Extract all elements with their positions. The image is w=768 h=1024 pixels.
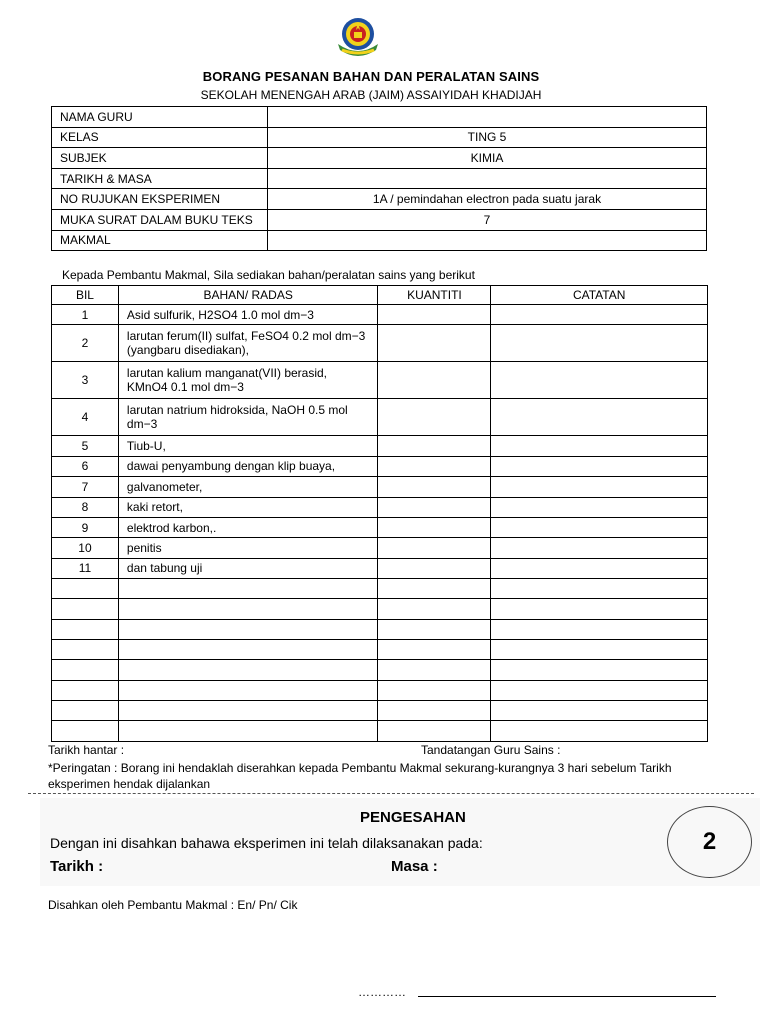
table-row bbox=[52, 436, 708, 456]
tandatangan-label: Tandatangan Guru Sains : bbox=[421, 743, 561, 757]
bahan-cell[interactable] bbox=[118, 599, 378, 619]
peringatan-text: *Peringatan : Borang ini hendaklah diserahkan kepada Pembantu Makmal sekurang-kurangnya 3 hari sebelum Tarikh eksperimen hendak dijalankan bbox=[48, 761, 672, 791]
tarikh-hantar-label: Tarikh hantar : bbox=[48, 743, 125, 757]
table-row-blank bbox=[52, 660, 708, 680]
table-header-row bbox=[52, 286, 708, 305]
table-row bbox=[52, 399, 708, 436]
kuantiti-cell[interactable] bbox=[378, 517, 491, 537]
catatan-cell[interactable] bbox=[491, 497, 708, 517]
bahan-cell: larutan natrium hidroksida, NaOH 0.5 mol dm−3 bbox=[118, 399, 378, 436]
catatan-cell[interactable] bbox=[491, 579, 708, 599]
bil-cell: 2 bbox=[52, 325, 119, 362]
catatan-cell[interactable] bbox=[491, 477, 708, 497]
school-crest-logo bbox=[334, 14, 382, 60]
catatan-cell[interactable] bbox=[491, 456, 708, 476]
disahkan-text: Disahkan oleh Pembantu Makmal : En/ Pn/ Cik bbox=[48, 898, 298, 912]
bil-cell: 11 bbox=[52, 558, 119, 578]
info-value[interactable]: 7 bbox=[268, 209, 707, 230]
kuantiti-cell[interactable] bbox=[378, 325, 491, 362]
kuantiti-cell[interactable] bbox=[378, 619, 491, 639]
table-row-blank bbox=[52, 619, 708, 639]
info-label: SUBJEK bbox=[52, 148, 268, 169]
bahan-cell: larutan ferum(II) sulfat, FeSO4 0.2 mol dm−3 (yangbaru disediakan), bbox=[118, 325, 378, 362]
bil-cell: 8 bbox=[52, 497, 119, 517]
table-row-blank bbox=[52, 680, 708, 700]
bahan-cell[interactable] bbox=[118, 660, 378, 680]
cut-line-divider bbox=[28, 793, 754, 794]
bahan-cell: Tiub-U, bbox=[118, 436, 378, 456]
kuantiti-cell[interactable] bbox=[378, 538, 491, 558]
kuantiti-cell[interactable] bbox=[378, 436, 491, 456]
column-header-bil: BIL bbox=[52, 286, 119, 305]
catatan-cell[interactable] bbox=[491, 660, 708, 680]
pengesahan-text: Dengan ini disahkan bahawa eksperimen ini telah dilaksanakan pada: bbox=[50, 835, 483, 851]
kuantiti-cell[interactable] bbox=[378, 640, 491, 660]
info-value[interactable]: TING 5 bbox=[268, 127, 707, 148]
catatan-cell[interactable] bbox=[491, 558, 708, 578]
catatan-cell[interactable] bbox=[491, 619, 708, 639]
info-label: KELAS bbox=[52, 127, 268, 148]
bil-cell[interactable] bbox=[52, 721, 119, 741]
bahan-cell: elektrod karbon,. bbox=[118, 517, 378, 537]
kuantiti-cell[interactable] bbox=[378, 660, 491, 680]
catatan-cell[interactable] bbox=[491, 362, 708, 399]
bil-cell[interactable] bbox=[52, 640, 119, 660]
catatan-cell[interactable] bbox=[491, 517, 708, 537]
bahan-cell: galvanometer, bbox=[118, 477, 378, 497]
pengesahan-tarikh-label: Tarikh : bbox=[50, 858, 104, 875]
table-row bbox=[52, 325, 708, 362]
catatan-cell[interactable] bbox=[491, 700, 708, 720]
bahan-cell: Asid sulfurik, H2SO4 1.0 mol dm−3 bbox=[118, 305, 378, 325]
table-row bbox=[52, 305, 708, 325]
page-number: 2 bbox=[702, 828, 717, 855]
table-row-blank bbox=[52, 579, 708, 599]
catatan-cell[interactable] bbox=[491, 538, 708, 558]
bahan-cell[interactable] bbox=[118, 579, 378, 599]
catatan-cell[interactable] bbox=[491, 721, 708, 741]
catatan-cell[interactable] bbox=[491, 680, 708, 700]
kuantiti-cell[interactable] bbox=[378, 497, 491, 517]
kuantiti-cell[interactable] bbox=[378, 558, 491, 578]
bil-cell: 7 bbox=[52, 477, 119, 497]
bahan-cell[interactable] bbox=[118, 700, 378, 720]
bahan-cell[interactable] bbox=[118, 640, 378, 660]
info-row-tarikh-masa bbox=[52, 168, 707, 189]
info-value[interactable] bbox=[268, 230, 707, 251]
table-row bbox=[52, 497, 708, 517]
catatan-cell[interactable] bbox=[491, 325, 708, 362]
info-label: MUKA SURAT DALAM BUKU TEKS bbox=[52, 209, 268, 230]
kuantiti-cell[interactable] bbox=[378, 721, 491, 741]
signature-dots: ………… bbox=[358, 985, 406, 999]
kuantiti-cell[interactable] bbox=[378, 456, 491, 476]
table-row bbox=[52, 517, 708, 537]
bil-cell[interactable] bbox=[52, 579, 119, 599]
kuantiti-cell[interactable] bbox=[378, 700, 491, 720]
bil-cell[interactable] bbox=[52, 619, 119, 639]
bahan-cell: kaki retort, bbox=[118, 497, 378, 517]
items-table bbox=[51, 285, 708, 742]
bahan-cell: penitis bbox=[118, 538, 378, 558]
info-value[interactable] bbox=[268, 168, 707, 189]
table-row bbox=[52, 558, 708, 578]
info-row-makmal bbox=[52, 230, 707, 251]
catatan-cell[interactable] bbox=[491, 436, 708, 456]
bil-cell: 1 bbox=[52, 305, 119, 325]
kuantiti-cell[interactable] bbox=[378, 680, 491, 700]
bahan-cell[interactable] bbox=[118, 619, 378, 639]
bahan-cell: dawai penyambung dengan klip buaya, bbox=[118, 456, 378, 476]
pengesahan-masa-label: Masa : bbox=[391, 858, 438, 875]
page-number-circle bbox=[667, 806, 752, 878]
info-label: TARIKH & MASA bbox=[52, 168, 268, 189]
bil-cell[interactable] bbox=[52, 680, 119, 700]
bil-cell: 3 bbox=[52, 362, 119, 399]
bahan-cell[interactable] bbox=[118, 721, 378, 741]
info-value[interactable]: 1A / pemindahan electron pada suatu jarak bbox=[268, 189, 707, 210]
bil-cell: 9 bbox=[52, 517, 119, 537]
catatan-cell[interactable] bbox=[491, 399, 708, 436]
bil-cell: 5 bbox=[52, 436, 119, 456]
column-header-catatan: CATATAN bbox=[491, 286, 708, 305]
bil-cell: 6 bbox=[52, 456, 119, 476]
column-header-bahan: BAHAN/ RADAS bbox=[118, 286, 378, 305]
kuantiti-cell[interactable] bbox=[378, 362, 491, 399]
info-table bbox=[51, 106, 707, 251]
info-value[interactable] bbox=[268, 107, 707, 128]
bil-cell: 4 bbox=[52, 399, 119, 436]
bil-cell[interactable] bbox=[52, 700, 119, 720]
bahan-cell: dan tabung uji bbox=[118, 558, 378, 578]
kuantiti-cell[interactable] bbox=[378, 305, 491, 325]
info-row-kelas bbox=[52, 127, 707, 148]
info-row-nama-guru bbox=[52, 107, 707, 128]
kuantiti-cell[interactable] bbox=[378, 477, 491, 497]
table-row bbox=[52, 477, 708, 497]
catatan-cell[interactable] bbox=[491, 305, 708, 325]
kuantiti-cell[interactable] bbox=[378, 599, 491, 619]
info-row-no-rujukan bbox=[52, 189, 707, 210]
intro-text: Kepada Pembantu Makmal, Sila sediakan bahan/peralatan sains yang berikut bbox=[62, 268, 475, 282]
column-header-kuantiti: KUANTITI bbox=[378, 286, 491, 305]
info-label: MAKMAL bbox=[52, 230, 268, 251]
bil-cell: 10 bbox=[52, 538, 119, 558]
kuantiti-cell[interactable] bbox=[378, 579, 491, 599]
table-row-blank bbox=[52, 721, 708, 741]
pengesahan-title: PENGESAHAN bbox=[360, 809, 466, 826]
bil-cell[interactable] bbox=[52, 599, 119, 619]
kuantiti-cell[interactable] bbox=[378, 399, 491, 436]
table-row bbox=[52, 456, 708, 476]
table-row-blank bbox=[52, 599, 708, 619]
catatan-cell[interactable] bbox=[491, 640, 708, 660]
table-row bbox=[52, 362, 708, 399]
bahan-cell: larutan kalium manganat(VII) berasid, KMnO4 0.1 mol dm−3 bbox=[118, 362, 378, 399]
bil-cell[interactable] bbox=[52, 660, 119, 680]
form-title: BORANG PESANAN BAHAN DAN PERALATAN SAINS bbox=[202, 69, 540, 84]
info-value[interactable]: KIMIA bbox=[268, 148, 707, 169]
table-row bbox=[52, 538, 708, 558]
catatan-cell[interactable] bbox=[491, 599, 708, 619]
info-label: NAMA GURU bbox=[52, 107, 268, 128]
table-row-blank bbox=[52, 640, 708, 660]
bahan-cell[interactable] bbox=[118, 680, 378, 700]
school-name: SEKOLAH MENENGAH ARAB (JAIM) ASSAIYIDAH KHADIJAH bbox=[200, 88, 542, 102]
info-row-muka-surat bbox=[52, 209, 707, 230]
info-label: NO RUJUKAN EKSPERIMEN bbox=[52, 189, 268, 210]
info-row-subjek bbox=[52, 148, 707, 169]
signature-line bbox=[418, 996, 716, 997]
table-row-blank bbox=[52, 700, 708, 720]
